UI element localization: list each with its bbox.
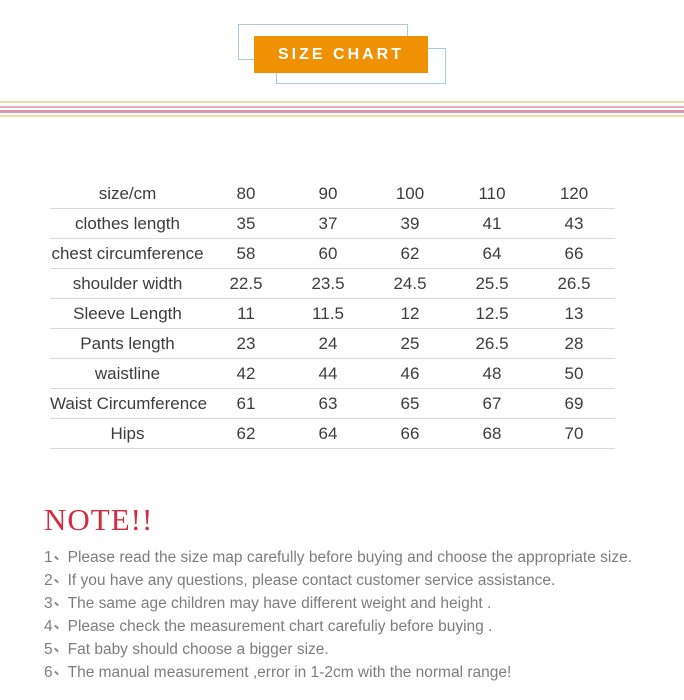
measurement-label: chest circumference [51, 243, 204, 263]
size-table-row [50, 419, 615, 449]
measurement-value: 60 [318, 243, 338, 263]
note-item [44, 595, 654, 618]
enumeration-comma-icon [54, 552, 60, 562]
note-text: Fat baby should choose a bigger size. [67, 641, 329, 658]
measurement-value: 63 [318, 393, 338, 413]
note-text: The same age children may have different weight and height . [67, 595, 492, 612]
measurement-value: 64 [318, 423, 338, 443]
measurement-value: 46 [400, 363, 420, 383]
size-table-header-row [50, 179, 615, 209]
stripe-pink-thin [0, 106, 684, 108]
note-text: Please read the size map carefully before buying and choose the appropriate size. [67, 549, 632, 566]
note-heading: NOTE!! [44, 502, 154, 537]
note-number: 4 [44, 618, 53, 635]
measurement-value: 62 [236, 423, 256, 443]
size-table-row [50, 389, 615, 419]
size-table-row [50, 359, 615, 389]
measurement-value: 68 [482, 423, 502, 443]
note-number: 3 [44, 595, 53, 612]
measurement-value: 62 [400, 243, 420, 263]
measurement-value: 12.5 [475, 303, 509, 323]
measurement-label: clothes length [75, 213, 180, 233]
measurement-value: 22.5 [229, 273, 263, 293]
measurement-value: 24 [318, 333, 338, 353]
measurement-value: 11 [237, 303, 255, 323]
measurement-value: 67 [482, 393, 502, 413]
enumeration-comma-icon [54, 598, 60, 608]
measurement-value: 26.5 [475, 333, 509, 353]
size-table [50, 179, 615, 449]
measurement-label: Sleeve Length [73, 303, 182, 323]
stripe-yellow-bottom [0, 115, 684, 117]
note-text: If you have any questions, please contact customer service assistance. [67, 572, 556, 589]
size-column-header: 90 [318, 183, 338, 203]
note-list [44, 549, 654, 687]
enumeration-comma-icon [54, 644, 60, 654]
measurement-value: 11.5 [312, 303, 344, 323]
measurement-value: 70 [564, 423, 584, 443]
measurement-label: waistline [94, 363, 161, 383]
note-number: 2 [44, 572, 53, 589]
measurement-value: 66 [564, 243, 584, 263]
banner-title-box [254, 36, 428, 73]
note-item [44, 618, 654, 641]
measurement-value: 65 [400, 393, 420, 413]
size-table-row [50, 329, 615, 359]
measurement-value: 48 [482, 363, 502, 383]
size-table-row [50, 299, 615, 329]
measurement-value: 13 [564, 303, 584, 323]
measurement-value: 24.5 [393, 273, 427, 293]
size-column-header: 100 [395, 183, 425, 203]
stripe-pink-thick [0, 110, 684, 113]
enumeration-comma-icon [54, 667, 60, 677]
measurement-value: 25.5 [475, 273, 509, 293]
measurement-value: 66 [400, 423, 420, 443]
note-number: 6 [44, 664, 53, 681]
size-unit-label: size/cm [98, 183, 157, 203]
measurement-value: 43 [564, 213, 584, 233]
note-item [44, 549, 654, 572]
measurement-value: 39 [400, 213, 420, 233]
note-number: 1 [44, 549, 53, 566]
measurement-value: 69 [564, 393, 584, 413]
measurement-value: 41 [482, 213, 502, 233]
measurement-value: 61 [236, 393, 256, 413]
note-item [44, 572, 654, 595]
enumeration-comma-icon [54, 621, 60, 631]
size-table-row [50, 239, 615, 269]
size-column-header: 120 [559, 183, 589, 203]
size-column-header: 110 [478, 183, 506, 203]
size-table-row [50, 269, 615, 299]
measurement-value: 58 [236, 243, 256, 263]
size-table-row [50, 209, 615, 239]
size-column-header: 80 [236, 183, 256, 203]
banner-title: SIZE CHART [278, 45, 404, 63]
measurement-value: 26.5 [557, 273, 591, 293]
measurement-label: shoulder width [72, 273, 183, 293]
note-item [44, 641, 654, 664]
measurement-value: 23.5 [311, 273, 345, 293]
measurement-value: 37 [318, 213, 338, 233]
measurement-value: 64 [482, 243, 502, 263]
note-text: Please check the measurement chart carefuliy before buying . [67, 618, 493, 635]
note-item [44, 664, 654, 687]
enumeration-comma-icon [54, 575, 60, 585]
stripe-yellow-top [0, 101, 684, 103]
measurement-label: Hips [110, 423, 145, 443]
divider-stripes [0, 100, 684, 118]
measurement-value: 35 [236, 213, 256, 233]
note-number: 5 [44, 641, 53, 658]
note-text: The manual measurement ,error in 1-2cm with the normal range! [67, 664, 512, 681]
measurement-value: 12 [400, 303, 420, 323]
measurement-value: 28 [564, 333, 584, 353]
measurement-label: Pants length [80, 333, 175, 353]
measurement-value: 44 [318, 363, 338, 383]
measurement-value: 50 [564, 363, 584, 383]
measurement-value: 25 [400, 333, 420, 353]
measurement-value: 23 [236, 333, 256, 353]
measurement-label: Waist Circumference [50, 393, 208, 413]
measurement-value: 42 [236, 363, 256, 383]
